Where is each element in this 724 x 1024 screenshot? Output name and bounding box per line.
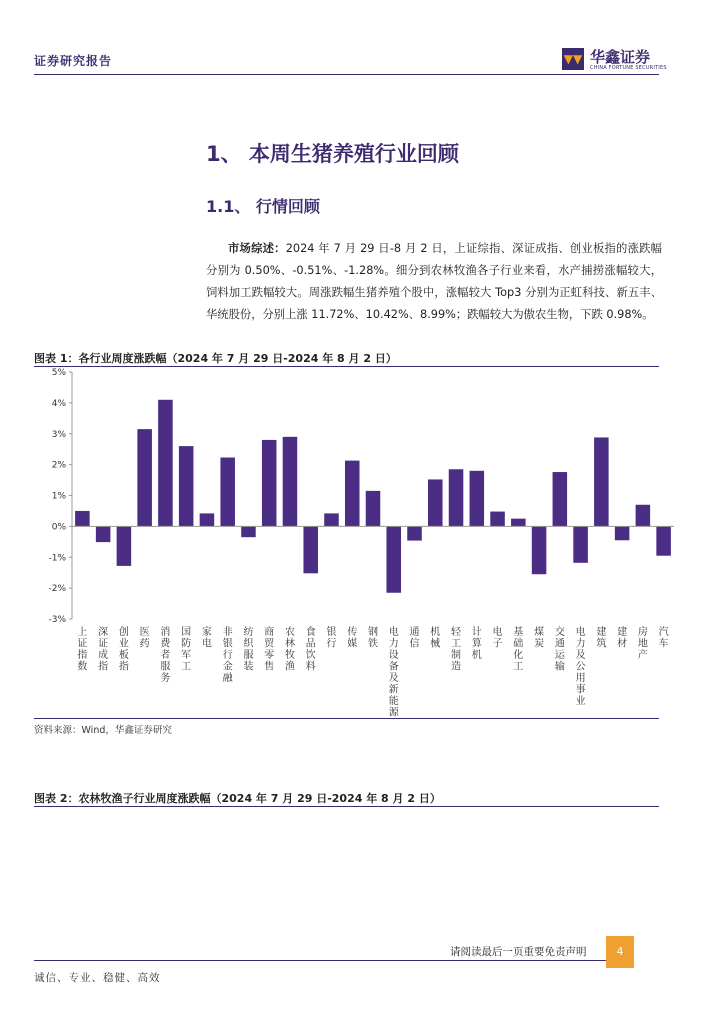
- x-tick-label: 基础化工: [513, 627, 524, 673]
- x-tick-label: 电子: [492, 627, 503, 650]
- summary-lead: 市场综述：: [228, 242, 286, 255]
- bar-23: [553, 472, 568, 526]
- company-logo: [562, 46, 667, 74]
- x-tick-label: 交通运输: [554, 627, 565, 673]
- bar-14: [366, 491, 381, 527]
- y-tick-label: 4%: [51, 398, 66, 409]
- bar-21: [511, 519, 526, 527]
- x-tick-label: 传媒: [347, 627, 358, 650]
- bar-22: [532, 526, 547, 574]
- y-tick-label: -1%: [48, 553, 66, 564]
- y-tick-label: 3%: [51, 429, 66, 440]
- y-tick-label: -2%: [48, 584, 66, 595]
- report-label: 证券研究报告: [34, 54, 113, 68]
- x-tick-label: 电力及公用事业: [575, 627, 586, 707]
- y-tick-label: 5%: [51, 368, 66, 378]
- x-tick-label: 纺织服装: [243, 627, 254, 673]
- x-tick-label: 上证指数: [77, 627, 88, 673]
- bar-18: [449, 469, 464, 526]
- logo-text: 华鑫证券: [590, 48, 651, 66]
- x-tick-label: 创业板指: [118, 627, 129, 673]
- x-tick-label: 电力设备及新能源: [388, 627, 399, 718]
- industry-weekly-change-chart: [34, 364, 674, 718]
- x-tick-label: 通信: [409, 627, 420, 650]
- x-tick-label: 煤炭: [534, 627, 545, 650]
- bar-20: [490, 512, 505, 527]
- bar-8: [241, 526, 256, 537]
- x-tick-label: 建材: [617, 627, 628, 650]
- figure1-title: 图表 1：各行业周度涨跌幅（2024 年 7 月 29 日-2024 年 8 月 2 日）: [34, 352, 397, 365]
- bar-25: [594, 437, 609, 526]
- bar-7: [220, 458, 235, 527]
- x-tick-label: 国防军工: [181, 627, 192, 673]
- y-tick-label: 1%: [51, 491, 66, 502]
- x-tick-label: 汽车: [658, 627, 669, 650]
- bar-28: [656, 526, 671, 555]
- x-tick-label: 家电: [201, 627, 212, 650]
- figure2-divider: [34, 806, 659, 807]
- section-heading: 1、 本周生猪养殖行业回顾: [206, 142, 459, 166]
- bar-26: [615, 526, 630, 540]
- x-tick-label: 钢铁: [368, 627, 378, 650]
- x-tick-label: 轻工制造: [451, 627, 462, 673]
- y-tick-label: 0%: [51, 522, 66, 533]
- x-tick-label: 机械: [430, 627, 441, 650]
- market-summary-paragraph: [206, 238, 662, 326]
- x-tick-label: 医药: [139, 627, 150, 650]
- page-number: 4: [606, 936, 634, 968]
- x-tick-label: 农林牧渔: [284, 627, 295, 673]
- bar-4: [158, 400, 173, 527]
- bar-11: [303, 526, 318, 573]
- summary-body: 2024 年 7 月 29 日-8 月 2 日，上证综指、深证成指、创业板指的涨跌幅分别为 0.50%、-0.51%、-1.28%。细分到农林牧渔各子行业来看，水产捕捞涨幅较大，饲料加工跌幅较大。周涨跌幅生猪养殖个股中，涨幅较大 Top3 分别为正虹科技、新五丰、华统股份，分别上涨 11.72%、10.42%、8.99%；跌幅较大为傲农生物，下跌 0.98%。: [206, 242, 662, 321]
- bar-13: [345, 461, 360, 527]
- bar-1: [96, 526, 111, 542]
- bar-3: [137, 429, 152, 526]
- bar-19: [470, 471, 485, 527]
- x-tick-label: 深证成指: [98, 627, 109, 673]
- bar-15: [386, 526, 401, 592]
- x-tick-label: 消费者服务: [160, 627, 171, 684]
- x-tick-label: 房地产: [637, 627, 648, 661]
- footer-divider: [34, 960, 606, 961]
- bar-16: [407, 526, 422, 540]
- bar-0: [75, 511, 90, 526]
- bar-6: [200, 513, 215, 526]
- x-tick-label: 商贸零售: [264, 627, 275, 673]
- bar-27: [636, 505, 651, 527]
- bar-17: [428, 479, 443, 526]
- bar-2: [117, 526, 132, 566]
- bar-24: [573, 526, 588, 562]
- figure1-source: 资料来源：Wind，华鑫证券研究: [34, 725, 172, 736]
- footer-slogan: 诚信、专业、稳健、高效: [34, 972, 161, 984]
- x-tick-label: 银行: [326, 627, 337, 650]
- x-tick-label: 建筑: [596, 627, 607, 650]
- x-tick-label: 食品饮料: [305, 627, 316, 673]
- figure2-title: 图表 2：农林牧渔子行业周度涨跌幅（2024 年 7 月 29 日-2024 年 8 月 2 日）: [34, 792, 441, 805]
- bar-5: [179, 446, 194, 526]
- bar-12: [324, 513, 339, 526]
- y-tick-label: 2%: [51, 460, 66, 471]
- x-tick-label: 非银行金融: [222, 627, 233, 684]
- y-tick-label: -3%: [48, 615, 66, 625]
- subsection-heading: 1.1、 行情回顾: [206, 197, 320, 216]
- disclaimer-text: 请阅读最后一页重要免责声明: [450, 946, 587, 958]
- figure1-bottom-divider: [34, 718, 659, 719]
- logo-english: CHINA FORTUNE SECURITIES: [590, 65, 667, 71]
- bar-9: [262, 440, 277, 526]
- header-divider: [34, 74, 659, 75]
- x-tick-label: 计算机: [471, 627, 482, 661]
- logo-mark-icon: ▼▼: [562, 48, 584, 70]
- bar-10: [283, 437, 298, 527]
